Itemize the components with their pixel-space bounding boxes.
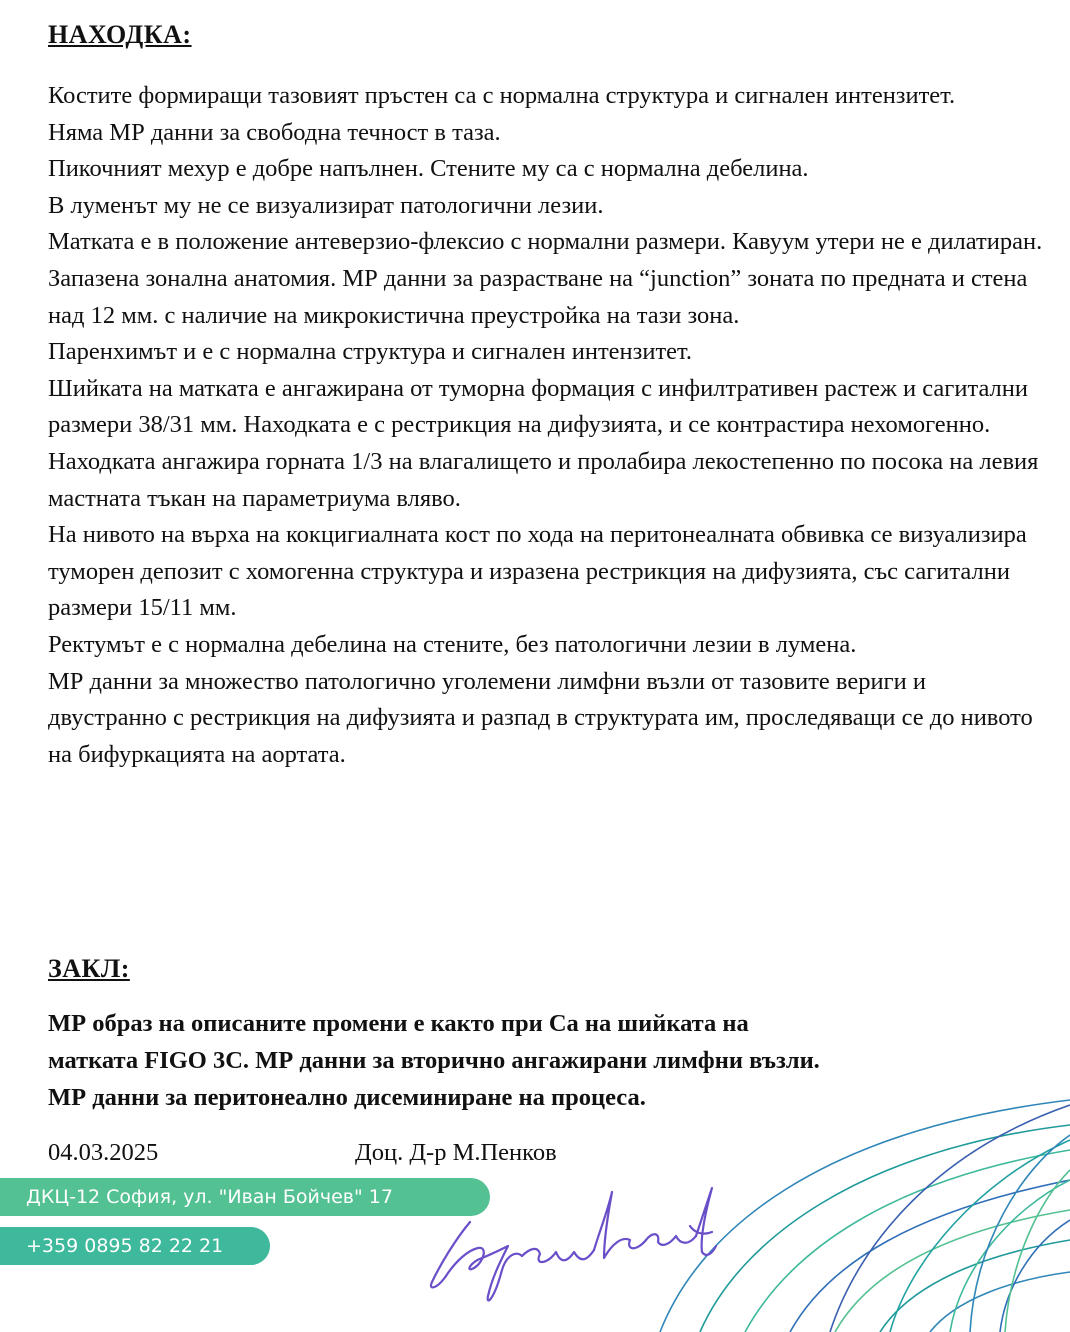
- findings-paragraph: Ректумът е с нормална дебелина на стените, без патологични лезии в лумена.: [48, 630, 857, 658]
- findings-paragraph: Пикочният мехур е добре напълнен. Стените му са с нормална дебелина.: [48, 155, 809, 183]
- findings-paragraph: МР данни за множество патологично уголемени лимфни възли от тазовите вериги и двустранно с рестрикция на дифузията и разпад в структурата им, проследяващи се до нивото на бифуркацията на аортата.: [48, 667, 1033, 768]
- doctor-name: Доц. Д-р М.Пенков: [355, 1139, 557, 1166]
- findings-paragraph: Матката е в положение антеверзио-флексио с нормални размери. Кавуум утери не е дилатиран. Запазена зонална анатомия. МР данни за разрастване на “junction” зоната по предната и стена над 12 мм. с наличие на микрокистична преустройка на тази зона.: [48, 228, 1043, 329]
- findings-paragraph: Костите формиращи тазовият пръстен са с нормална структура и сигнален интензитет.: [48, 82, 956, 109]
- findings-paragraph: Шийката на матката е ангажирана от туморна формация с инфилтративен растеж и сагитални размери 38/31 мм. Находката е с рестрикция на дифузията, и се контрастира нехомогенно.: [48, 374, 1028, 439]
- findings-heading: НАХОДКА:: [48, 20, 192, 49]
- conclusion-line: МР данни за перитонеално дисеминиране на процеса.: [48, 1084, 646, 1111]
- findings-paragraph: Паренхимът и е с нормална структура и сигнален интензитет.: [48, 338, 693, 366]
- findings-paragraph: Находката ангажира горната 1/3 на влагалището и пролабира лекостепенно по посока на левия мастната тъкан на параметриума вляво.: [48, 447, 1039, 512]
- conclusion-line: матката FIGO 3C. МР данни за вторично ангажирани лимфни възли.: [48, 1047, 820, 1074]
- clinic-address: ДКЦ-12 София, ул. "Иван Бойчев" 17: [26, 1186, 393, 1208]
- findings-paragraph: Няма МР данни за свободна течност в таза.: [48, 118, 501, 146]
- clinic-phone: +359 0895 82 22 21: [26, 1235, 224, 1257]
- conclusion-heading: ЗАКЛ:: [48, 954, 130, 983]
- conclusion-line: МР образ на описаните промени е както при Са на шийката на: [48, 1010, 749, 1037]
- findings-paragraph: На нивото на върха на кокцигиалната кост по хода на перитонеалната обвивка се визуализира туморен депозит с хомогенна структура и изразена рестрикция на дифузията, със сагитални размери 15/11 мм.: [48, 521, 1027, 622]
- report-date: 04.03.2025: [48, 1139, 159, 1166]
- findings-paragraph: В луменът му не се визуализират патологични лезии.: [48, 191, 604, 219]
